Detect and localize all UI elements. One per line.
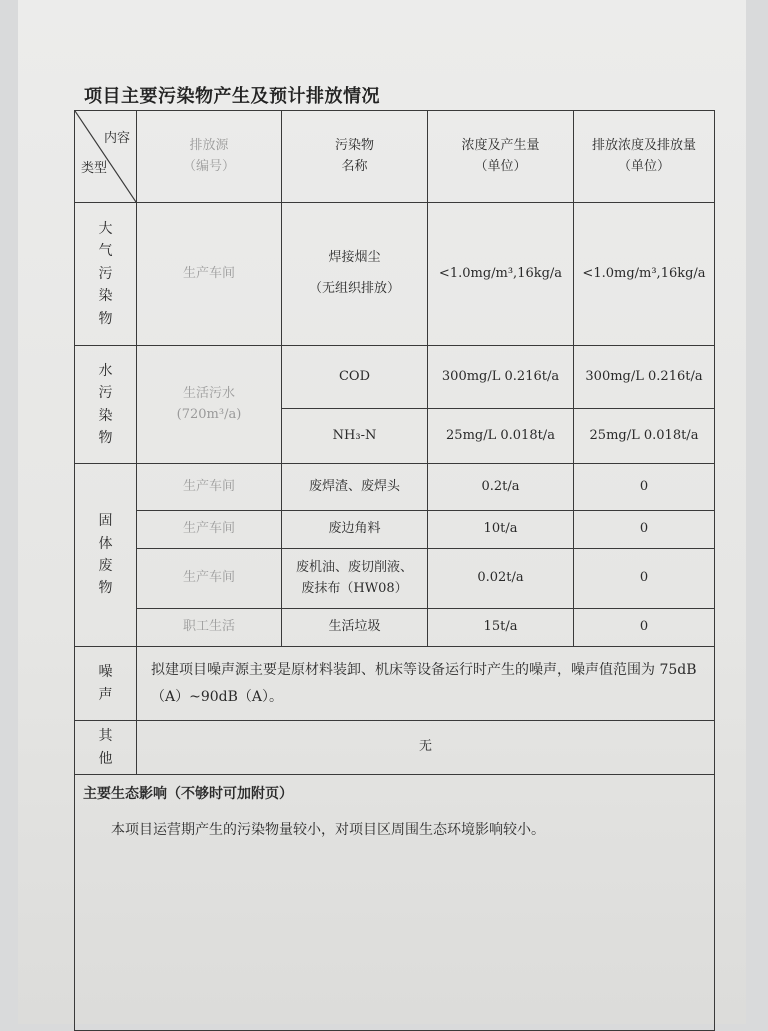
header-source (137, 111, 282, 203)
header-pollutant-label: 污染物 (334, 137, 374, 153)
water-pollutant-cod: COD (282, 346, 428, 409)
header-production (428, 111, 574, 203)
header-production-unit: （单位） (474, 158, 527, 174)
water-source (137, 346, 282, 464)
water-pollutant-nh3n: NH₃-N (282, 409, 428, 464)
other-value: 无 (137, 721, 715, 775)
water-production-cod: 300mg/L 0.216t/a (428, 346, 574, 409)
water-emission-nh3n: 25mg/L 0.018t/a (574, 409, 715, 464)
header-emission-unit: （单位） (617, 158, 670, 174)
air-pollutant-name: 焊接烟尘 (328, 250, 381, 266)
solid-source-2: 生产车间 (137, 511, 282, 549)
other-row (75, 721, 715, 775)
other-category (75, 721, 137, 775)
air-production: <1.0mg/m³,16kg/a (428, 203, 574, 346)
ecology-row (75, 775, 715, 1031)
diagonal-line (75, 111, 136, 202)
solid-row-4 (75, 609, 715, 647)
category-char: 体 (98, 535, 113, 552)
header-emission (574, 111, 715, 203)
air-source: 生产车间 (137, 203, 282, 346)
solid-source-4: 职工生活 (137, 609, 282, 647)
noise-category (75, 647, 137, 721)
air-row (75, 203, 715, 346)
solid-row-1 (75, 464, 715, 511)
water-production-nh3n: 25mg/L 0.018t/a (428, 409, 574, 464)
solid-production-2: 10t/a (428, 511, 574, 549)
solid-pollutant-3-line2: 废抹布（HW08） (301, 580, 408, 596)
category-char: 水 (98, 362, 113, 379)
category-char: 物 (98, 580, 113, 597)
air-pollutant-note: （无组织排放） (308, 281, 400, 296)
water-source-qty: (720m³/a) (176, 406, 242, 422)
solid-category (75, 464, 137, 647)
water-source-name: 生活污水 (182, 385, 235, 401)
category-char: 噪 (98, 664, 113, 681)
water-emission-cod: 300mg/L 0.216t/a (574, 346, 715, 409)
page-title: 项目主要污染物产生及预计排放情况 (84, 86, 380, 107)
ecology-heading: 主要生态影响（不够时可加附页） (83, 786, 293, 802)
solid-emission-1: 0 (574, 464, 715, 511)
header-emission-label: 排放浓度及排放量 (591, 137, 696, 153)
header-pollutant (282, 111, 428, 203)
category-char: 染 (98, 407, 113, 424)
solid-pollutant-4: 生活垃圾 (282, 609, 428, 647)
header-pollutant-name: 名称 (341, 158, 368, 174)
solid-production-3: 0.02t/a (428, 549, 574, 609)
category-char: 他 (98, 750, 113, 767)
air-pollutant (282, 203, 428, 346)
category-char: 固 (98, 513, 113, 530)
solid-production-1: 0.2t/a (428, 464, 574, 511)
category-char: 其 (98, 728, 113, 745)
noise-description: 拟建项目噪声源主要是原材料装卸、机床等设备运行时产生的噪声，噪声值范围为 75dB（A）~90dB（A）。 (137, 647, 715, 721)
header-source-label: 排放源 (189, 137, 229, 153)
solid-emission-3: 0 (574, 549, 715, 609)
ecology-text: 本项目运营期产生的污染物量较小，对项目区周围生态环境影响较小。 (111, 822, 545, 839)
solid-row-3 (75, 549, 715, 609)
solid-pollutant-2: 废边角料 (282, 511, 428, 549)
header-production-label: 浓度及产生量 (461, 137, 540, 153)
category-char: 污 (98, 385, 113, 402)
category-char: 废 (98, 558, 113, 574)
header-source-code: （编号） (182, 158, 235, 174)
pollutant-table (74, 110, 715, 1031)
solid-pollutant-3 (282, 549, 428, 609)
solid-emission-2: 0 (574, 511, 715, 549)
water-row-1 (75, 346, 715, 409)
solid-production-4: 15t/a (428, 609, 574, 647)
air-category (75, 203, 137, 346)
ecology-cell (75, 775, 715, 1031)
header-row (75, 111, 715, 203)
noise-row (75, 647, 715, 721)
header-type-label: 类型 (81, 161, 108, 177)
header-diagonal-cell (75, 111, 137, 203)
category-char: 物 (98, 310, 113, 327)
category-char: 气 (98, 243, 113, 260)
solid-pollutant-1: 废焊渣、废焊头 (282, 464, 428, 511)
category-char: 污 (98, 265, 113, 282)
category-char: 大 (98, 221, 113, 238)
solid-pollutant-3-line1: 废机油、废切削液、 (295, 559, 413, 575)
category-char: 物 (98, 429, 113, 446)
solid-source-3: 生产车间 (137, 549, 282, 609)
solid-row-2 (75, 511, 715, 549)
header-content-label: 内容 (103, 131, 130, 146)
category-char: 声 (98, 686, 113, 703)
category-char: 染 (98, 288, 113, 305)
solid-source-1: 生产车间 (137, 464, 282, 511)
air-emission: <1.0mg/m³,16kg/a (574, 203, 715, 346)
solid-emission-4: 0 (574, 609, 715, 647)
water-category (75, 346, 137, 464)
